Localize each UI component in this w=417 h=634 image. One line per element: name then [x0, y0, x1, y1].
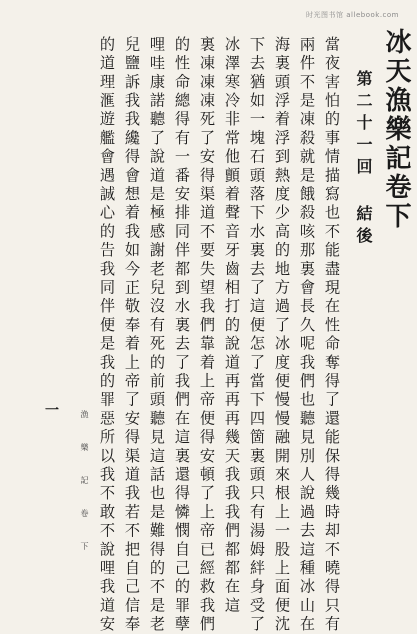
text-column: 冰澤寒冷非常他顫着聲音牙齒相打的說道再再再幾天我我我們都都在這: [223, 36, 241, 616]
text-column: 當夜害怕的事情描寫也不能盡現在性命奪得了還能保得幾時却不曉得只有: [323, 36, 341, 634]
text-column: 兩件不是凍殺就是餓殺咳那裏會長久呢我們也聽見別人說過去這種冰山在: [298, 36, 316, 634]
book-title: 冰天漁樂記卷下: [381, 28, 411, 231]
chapter-heading: 第二十一回 結後: [354, 70, 373, 249]
text-column: 哩哇康諾聽了說道是極感謝老兒沒有死的前頭聽見這話也是難得的不是老: [148, 36, 166, 634]
text-column: 海裏頭浮着浮到熱度少高的地方過了冰度便慢慢融開來根上一股上面便沈: [273, 36, 291, 634]
text-column: 兒鹽訴我我纔得會想着我如今正敬奉着上帝了安得渠道我若不把自己信奉: [123, 36, 141, 634]
text-column: 的性命總得有一番安排同伴都到水裏去了我們在這裏還得憐憫自己的罪孽: [173, 36, 191, 634]
text-column: 下去猶如一塊石頭落下水裏去了這便怎了當下四箇裏頭只有湯姆絆身受了: [248, 36, 266, 634]
watermark: 时光图书馆 allebook.com: [306, 11, 399, 19]
text-column: 裏凍凍凍死了安得渠道不要失望我們靠着上帝便得安頓了上帝已經救我們: [198, 36, 216, 634]
text-column: 的道理滙遊艦會遇誠心的告我同伴便是我的罪惡所以我不敢不說哩我道安: [98, 36, 116, 634]
running-head: 漁 樂 記 卷 下: [80, 410, 89, 558]
page-number: 一: [45, 403, 59, 419]
